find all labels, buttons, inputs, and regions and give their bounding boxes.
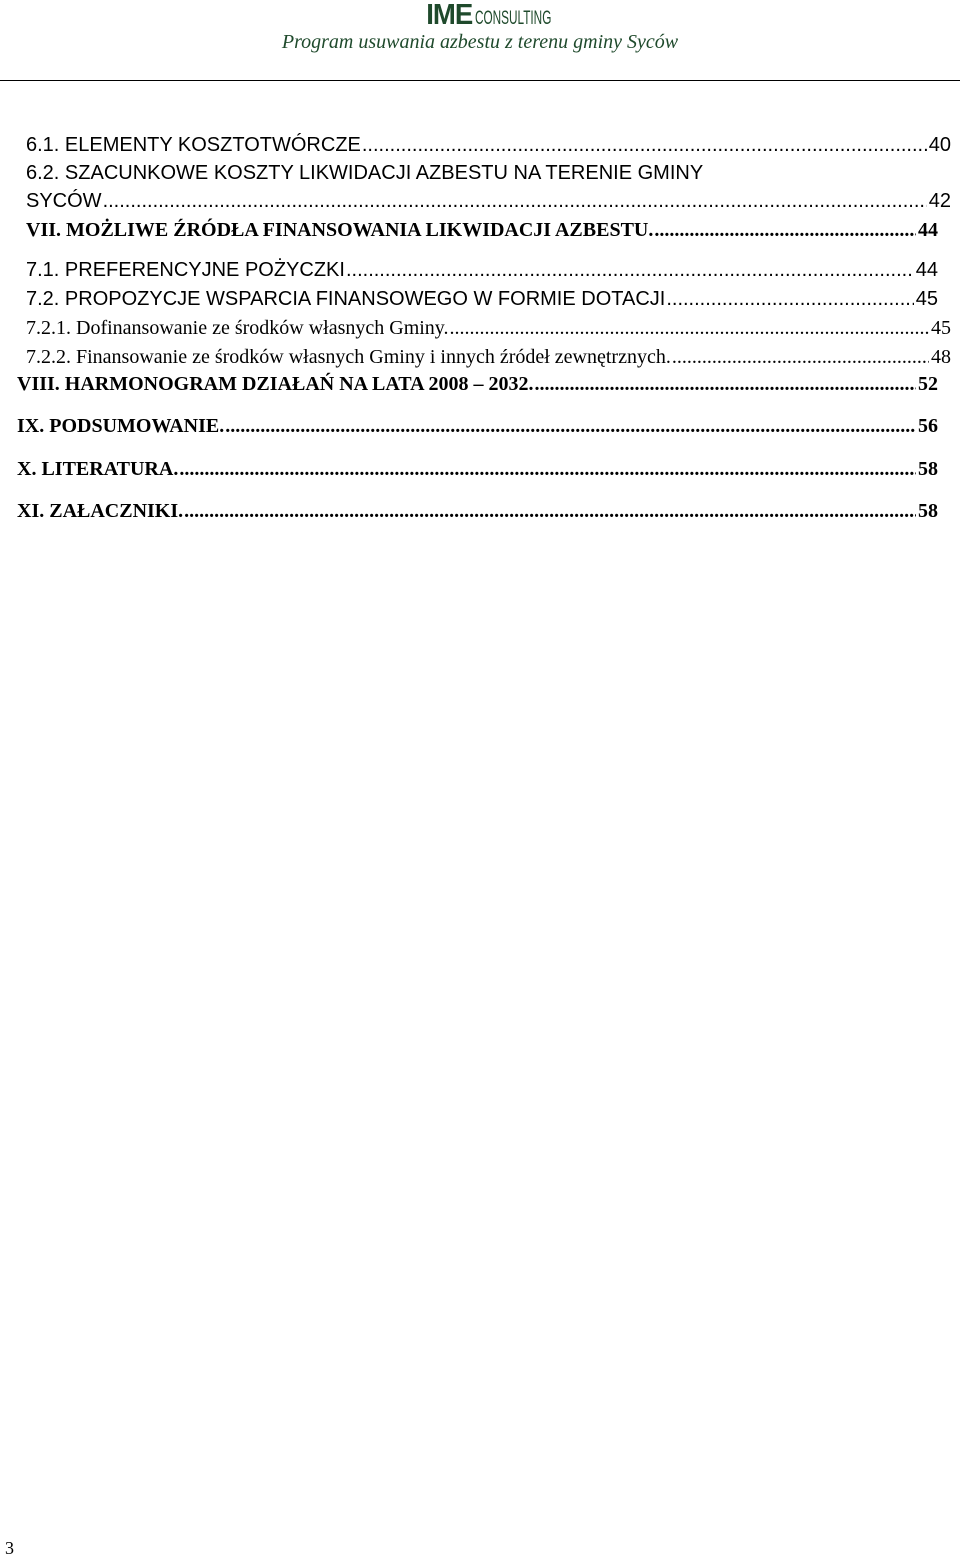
toc-entry-label: VII. MOŻLIWE ŹRÓDŁA FINANSOWANIA LIKWIDACJI AZBESTU.	[26, 219, 654, 241]
page-number: 3	[5, 1538, 14, 1558]
toc-entry-x[interactable]	[17, 458, 938, 481]
toc-page-number: 45	[931, 317, 951, 339]
toc-entry-7-2[interactable]	[26, 288, 938, 311]
toc-entry-label: IX. PODSUMOWANIE.	[17, 415, 225, 437]
toc-page-number: 56	[918, 415, 938, 437]
toc-entry-label: VIII. HARMONOGRAM DZIAŁAŃ NA LATA 2008 – 2032.	[17, 373, 534, 395]
toc-page-number: 40	[928, 134, 951, 156]
toc-entry-label: XI. ZAŁACZNIKI.	[17, 500, 184, 522]
program-title: Program usuwania azbestu z terenu gminy Syców	[281, 31, 679, 53]
toc-entry-vii[interactable]	[26, 219, 938, 242]
toc-entry-label: 6.1. ELEMENTY KOSZTOTWÓRCZE	[26, 134, 361, 156]
toc-page-number: 48	[931, 346, 951, 368]
toc-entry-xi[interactable]	[17, 500, 938, 523]
toc-entry-7-1[interactable]	[26, 259, 938, 282]
toc-entry-label: SYCÓW	[26, 190, 102, 212]
toc-page-number: 52	[918, 373, 938, 395]
toc-page-number: 45	[915, 288, 938, 310]
toc-entry-label: 7.2.1. Dofinansowanie ze środków własnych Gminy.	[26, 317, 449, 339]
logo-ime-text: IME	[426, 0, 473, 31]
ime-consulting-logo	[0, 0, 960, 35]
toc-entry-6-2[interactable]	[26, 190, 951, 213]
toc-leader-dots	[450, 317, 929, 340]
toc-leader-dots	[225, 415, 916, 438]
toc-entry-7-2-1[interactable]	[26, 317, 951, 340]
toc-entry-label: X. LITERATURA.	[17, 458, 179, 480]
toc-entry-6-1[interactable]	[26, 134, 951, 157]
header-divider	[0, 80, 960, 81]
toc-entry-viii[interactable]	[17, 373, 938, 396]
toc-entry-7-2-2[interactable]	[26, 346, 951, 369]
toc-entry-label: 7.2.2. Finansowanie ze środków własnych Gminy i innych źródeł zewnętrznych.	[26, 346, 671, 368]
toc-leader-dots	[103, 190, 927, 213]
toc-entry-ix[interactable]	[17, 415, 938, 438]
toc-leader-dots	[666, 288, 913, 311]
toc-leader-dots	[654, 219, 916, 242]
toc-page-number: 42	[928, 190, 951, 212]
toc-page-number: 58	[918, 500, 938, 522]
toc-leader-dots	[362, 134, 927, 157]
toc-entry-6-2-line1[interactable]: 6.2. SZACUNKOWE KOSZTY LIKWIDACJI AZBESTU NA TERENIE GMINY	[26, 162, 704, 184]
toc-entry-label: 7.2. PROPOZYCJE WSPARCIA FINANSOWEGO W FORMIE DOTACJI	[26, 288, 666, 310]
toc-leader-dots	[184, 500, 916, 523]
toc-leader-dots	[179, 458, 916, 481]
toc-leader-dots	[535, 373, 916, 396]
toc-page-number: 44	[915, 259, 938, 281]
toc-leader-dots	[672, 346, 929, 369]
toc-page-number: 44	[918, 219, 938, 241]
toc-entry-label: 7.1. PREFERENCYJNE POŻYCZKI	[26, 259, 345, 281]
logo-consulting-text: CONSULTING	[474, 8, 552, 29]
toc-page-number: 58	[918, 458, 938, 480]
toc-leader-dots	[346, 259, 914, 282]
page-header	[0, 0, 960, 82]
